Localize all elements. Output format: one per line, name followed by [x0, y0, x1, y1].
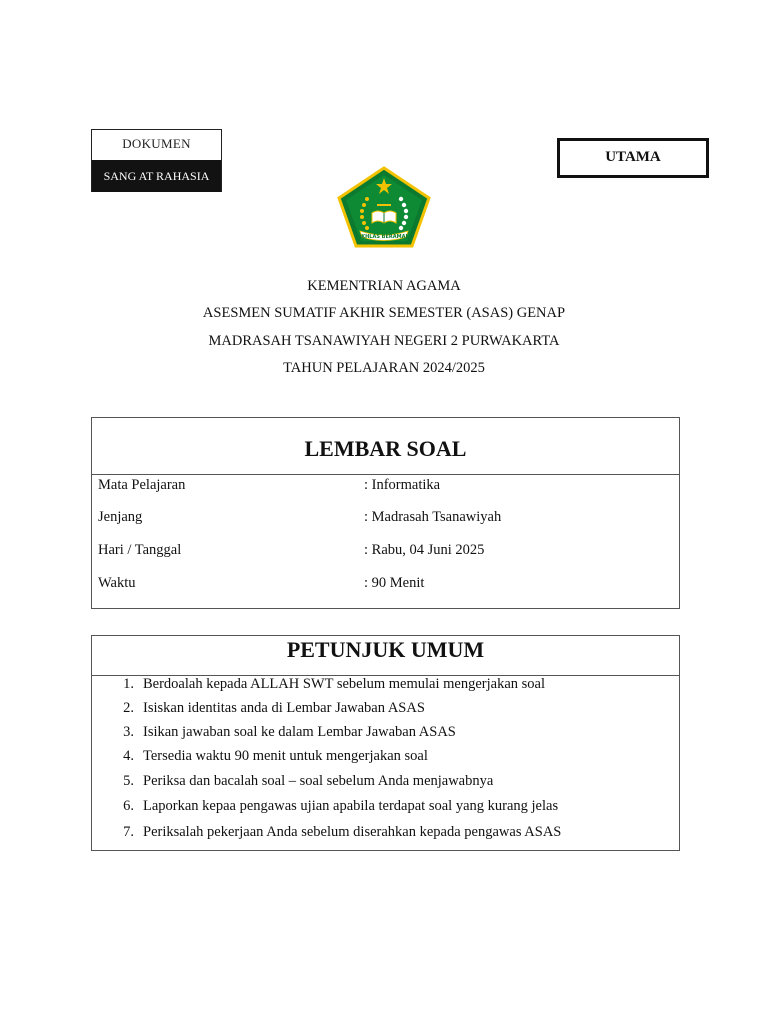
list-item-text: Periksalah pekerjaan Anda sebelum diserahkan kepada pengawas ASAS	[143, 824, 562, 840]
info-value-mata-pelajaran: : Informatika	[364, 477, 441, 493]
info-value-waktu: : 90 Menit	[364, 575, 425, 591]
dokumen-label: DOKUMEN	[122, 136, 191, 151]
list-item-number: 3.	[123, 724, 134, 740]
petunjuk-umum-title: PETUNJUK UMUM	[92, 636, 679, 676]
lembar-soal-title: LEMBAR SOAL	[92, 418, 679, 475]
list-item-text: Isiskan identitas anda di Lembar Jawaban ASAS	[143, 700, 425, 716]
info-label-waktu: Waktu	[98, 575, 136, 591]
info-value-jenjang: : Madrasah Tsanawiyah	[364, 509, 502, 525]
list-item-text: Berdoalah kepada ALLAH SWT sebelum memulai mengerjakan soal	[143, 676, 545, 692]
info-value-hari-tanggal: : Rabu, 04 Juni 2025	[364, 542, 485, 558]
lembar-soal-box	[91, 417, 680, 609]
list-item-number: 4.	[123, 748, 134, 764]
list-item-number: 2.	[123, 700, 134, 716]
kementerian-agama-emblem-icon	[336, 165, 432, 249]
info-label-hari-tanggal: Hari / Tanggal	[98, 542, 182, 558]
header-line-2: ASESMEN SUMATIF AKHIR SEMESTER (ASAS) GENAP	[202, 305, 566, 321]
list-item-text: Tersedia waktu 90 menit untuk mengerjakan soal	[143, 748, 428, 764]
info-label-mata-pelajaran: Mata Pelajaran	[98, 477, 186, 493]
header-line-1: KEMENTRIAN AGAMA	[307, 278, 461, 294]
list-item-number: 1.	[123, 676, 134, 692]
petunjuk-umum-box	[91, 635, 680, 851]
utama-label: UTAMA	[557, 138, 709, 178]
list-item-text: Periksa dan bacalah soal – soal sebelum Anda menjawabnya	[143, 773, 494, 789]
info-label-jenjang: Jenjang	[98, 509, 143, 525]
list-item-number: 5.	[123, 773, 134, 789]
dokumen-label-box	[91, 129, 222, 192]
list-item-text: Laporkan kepaa pengawas ujian apabila terdapat soal yang kurang jelas	[143, 798, 559, 814]
header-line-4: TAHUN PELAJARAN 2024/2025	[283, 360, 485, 376]
sangat-rahasia-label: SANG AT RAHASIA	[92, 160, 221, 192]
list-item-number: 7.	[123, 824, 134, 840]
logo-motto: IKHLAS BERAMAL	[359, 234, 409, 240]
list-item-number: 6.	[123, 798, 134, 814]
list-item-text: Isikan jawaban soal ke dalam Lembar Jawaban ASAS	[143, 724, 456, 740]
header-line-3: MADRASAH TSANAWIYAH NEGERI 2 PURWAKARTA	[208, 333, 560, 349]
